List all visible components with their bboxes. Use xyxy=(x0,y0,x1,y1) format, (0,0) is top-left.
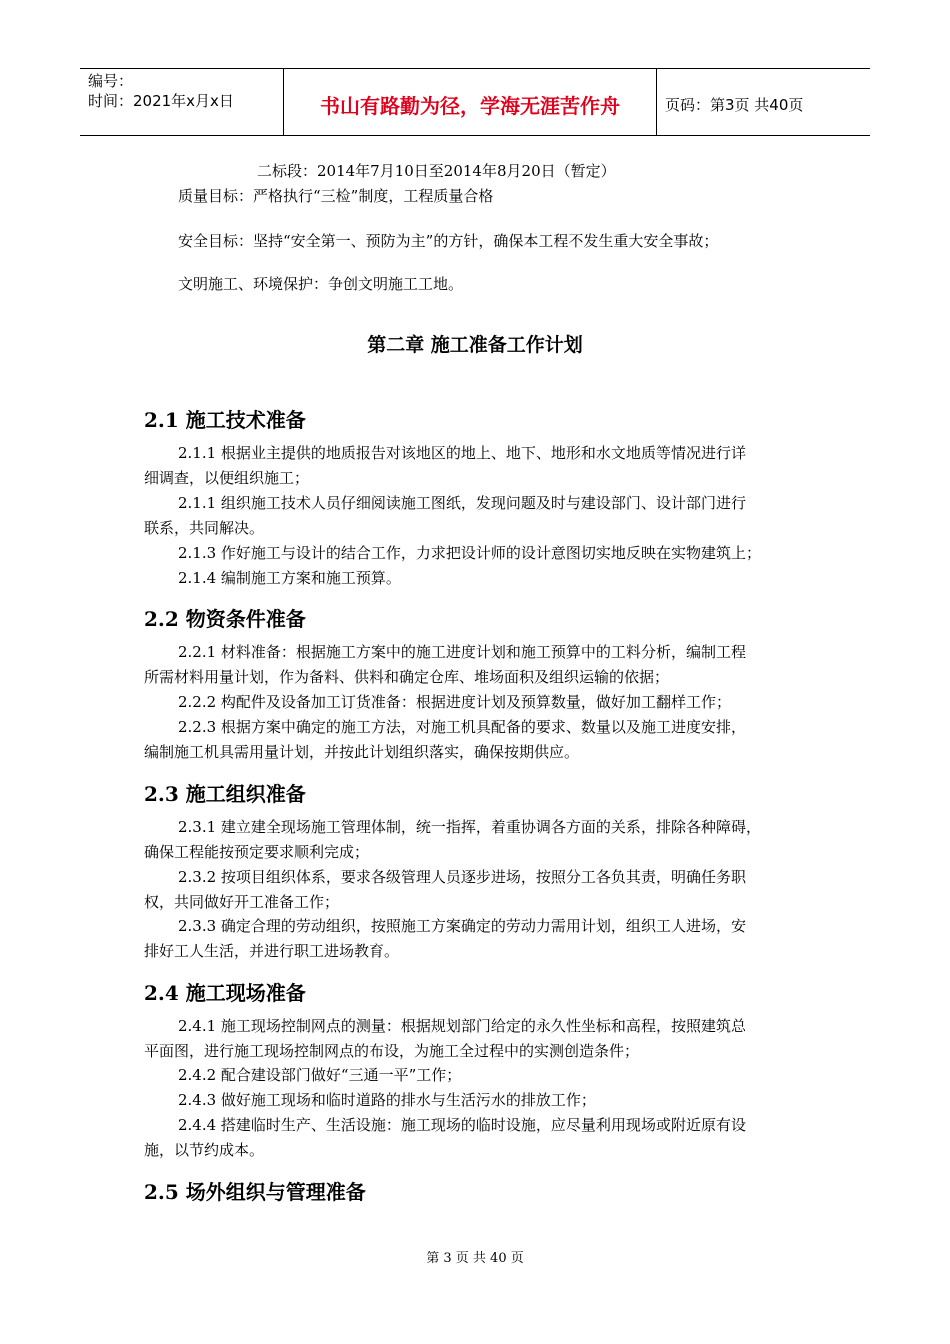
paragraph-line: 2.3.1 建立建全现场施工管理体制，统一指挥，着重协调各方面的关系，排除各种障碍， xyxy=(178,818,761,836)
paragraph-line: 2.1.4 编制施工方案和施工预算。 xyxy=(178,569,401,587)
section-title-2-2: 2.2 物资条件准备 xyxy=(144,607,306,631)
paragraph-line: 2.1.3 作好施工与设计的结合工作，力求把设计师的设计意图切实地反映在实物建筑上； xyxy=(178,544,761,562)
section-title-2-1: 2.1 施工技术准备 xyxy=(144,408,306,432)
paragraph-line: 2.3.3 确定合理的劳动组织，按照施工方案确定的劳动力需用计划，组织工人进场，安 xyxy=(178,917,746,935)
civilization-goal: 文明施工、环境保护：争创文明施工工地。 xyxy=(178,275,464,293)
paragraph-line: 2.4.3 做好施工现场和临时道路的排水与生活污水的排放工作； xyxy=(178,1091,596,1109)
safety-goal: 安全目标：坚持“安全第一、预防为主”的方针，确保本工程不发生重大安全事故； xyxy=(178,232,719,250)
section-title-2-4: 2.4 施工现场准备 xyxy=(144,981,306,1005)
paragraph-line: 排好工人生活，并进行职工进场教育。 xyxy=(144,942,400,960)
paragraph-line: 所需材料用量计划，作为备料、供料和确定仓库、堆场面积及组织运输的依据； xyxy=(144,668,670,686)
paragraph-line: 细调查，以便组织施工； xyxy=(144,469,310,487)
chapter-title: 第二章 施工准备工作计划 xyxy=(367,334,583,356)
paragraph-line: 2.3.2 按项目组织体系，要求各级管理人员逐步进场，按照分工各负其责，明确任务职 xyxy=(178,868,746,886)
section-title-2-5: 2.5 场外组织与管理准备 xyxy=(144,1180,366,1204)
paragraph-line: 2.1.1 组织施工技术人员仔细阅读施工图纸，发现问题及时与建设部门、设计部门进行 xyxy=(178,494,746,512)
paragraph-line: 2.2.3 根据方案中确定的施工方法，对施工机具配备的要求、数量以及施工进度安排， xyxy=(178,718,746,736)
page-footer: 第 3 页 共 40 页 xyxy=(426,1251,524,1266)
paragraph-line: 2.4.1 施工现场控制网点的测量：根据规划部门给定的永久性坐标和高程，按照建筑总 xyxy=(178,1017,746,1035)
header-motto: 书山有路勤为径，学海无涯苦作舟 xyxy=(283,69,657,135)
paragraph-line: 2.4.4 搭建临时生产、生活设施：施工现场的临时设施，应尽量利用现场或附近原有设 xyxy=(178,1116,746,1134)
quality-goal: 质量目标：严格执行“三检”制度，工程质量合格 xyxy=(178,187,494,205)
paragraph-line: 2.1.1 根据业主提供的地质报告对该地区的地上、地下、地形和水文地质等情况进行详 xyxy=(178,444,746,462)
paragraph-line: 2.2.2 构配件及设备加工订货准备：根据进度计划及预算数量，做好加工翻样工作； xyxy=(178,693,731,711)
document-number: 编号： xyxy=(88,72,134,90)
paragraph-line: 联系，共同解决。 xyxy=(144,519,265,537)
header-page-number: 页码：第3页 共40页 xyxy=(665,95,804,114)
paragraph-line: 编制施工机具需用量计划，并按此计划组织落实，确保按期供应。 xyxy=(144,743,580,761)
header-left-cell xyxy=(80,69,283,135)
paragraph-line: 确保工程能按预定要求顺利完成； xyxy=(144,843,370,861)
paragraph-line: 平面图，进行施工现场控制网点的布设，为施工全过程中的实测创造条件； xyxy=(144,1042,640,1060)
page-header xyxy=(80,68,870,136)
paragraph-line: 2.2.1 材料准备：根据施工方案中的施工进度计划和施工预算中的工料分析，编制工程 xyxy=(178,643,746,661)
document-date: 时间：2021年x月x日 xyxy=(88,92,234,110)
schedule-line: 二标段：2014年7月10日至2014年8月20日（暂定） xyxy=(257,162,616,180)
paragraph-line: 施，以节约成本。 xyxy=(144,1141,265,1159)
paragraph-line: 权，共同做好开工准备工作； xyxy=(144,893,340,911)
section-title-2-3: 2.3 施工组织准备 xyxy=(144,782,306,806)
paragraph-line: 2.4.2 配合建设部门做好“三通一平”工作； xyxy=(178,1066,462,1084)
